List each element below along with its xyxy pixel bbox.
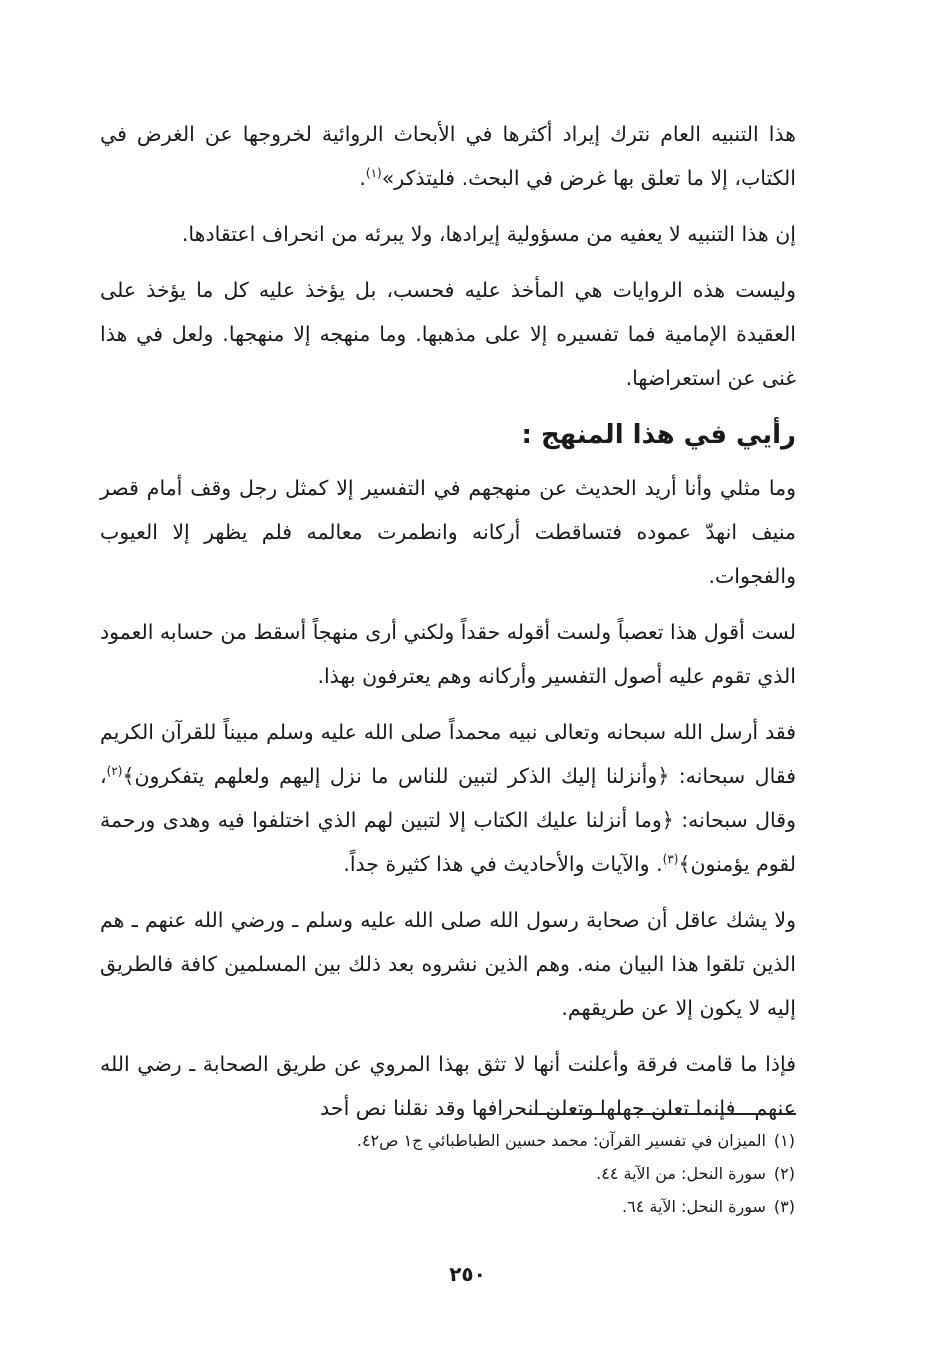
page-number: ٢٥٠ xyxy=(449,1262,486,1286)
section-heading: رأيي في هذا المنهج : xyxy=(521,420,796,450)
paragraph-6: فقد أرسل الله سبحانه وتعالى نبيه محمداً صلى الله عليه وسلم مبيناً للقرآن الكريم فقال سبحانه: ﴿وأنزلنا إليك الذكر لتبين للناس ما نزل إليهم ولعلهم يتفكرون﴾$^{(٢)}$، وقال سبحانه: ﴿وما أنزلنا عليك الكتاب إلا لتبين لهم الذي اختلفوا فيه وهدى ورحمة لقوم يؤمنون﴾$^{(٣)}$. والآيات والأحاديث في هذا كثيرة جداً. xyxy=(100,720,796,876)
paragraph-4: وما مثلي وأنا أريد الحديث عن منهجهم في التفسير إلا كمثل رجل وقف أمام قصر منيف انهدّ عموده فتساقطت أركانه وانطمرت معالمه فلم يظهر إلا العيوب والفجوات. xyxy=(100,476,796,588)
paragraph-2: إن هذا التنبيه لا يعفيه من مسؤولية إيرادها، ولا يبرئه من انحراف اعتقادها. xyxy=(181,222,796,246)
paragraph-3: وليست هذه الروايات هي المأخذ عليه فحسب، بل يؤخذ عليه كل ما يؤخذ على العقيدة الإمامية فما تفسيره إلا على مذهبها. وما منهجه إلا منهجها. ولعل في هذا غنى عن استعراضها. xyxy=(100,278,796,390)
paragraph-8: فإذا ما قامت فرقة وأعلنت أنها لا تثق بهذا المروي عن طريق الصحابة ـ رضي الله عنهم ـ فإنما تعلن جهلها وتعلن انحرافها وقد نقلنا نص أحد xyxy=(100,1052,796,1120)
footnote-divider xyxy=(528,1113,796,1115)
footnote-ref-1: (١) xyxy=(365,166,382,181)
footnotes xyxy=(235,1124,795,1223)
footnote-2: (٢)سورة النحل: من الآية ٤٤. xyxy=(596,1164,795,1183)
footnote-3: (٣)سورة النحل: الآية ٦٤. xyxy=(622,1197,795,1216)
paragraph-1: هذا التنبيه العام نترك إيراد أكثرها في الأبحاث الروائية لخروجها عن الغرض في الكتاب، إلا ما تعلق بها غرض في البحث. فليتذكر»$^{(١)}$. xyxy=(100,122,796,190)
footnote-1: (١)الميزان في تفسير القرآن: محمد حسين الطباطبائي ج١ ص٤٢. xyxy=(356,1131,795,1150)
footnote-ref-3: (٣) xyxy=(662,852,679,867)
footnote-ref-2: (٢) xyxy=(106,764,123,779)
paragraph-5: لست أقول هذا تعصباً ولست أقوله حقداً ولكني أرى منهجاً أسقط من حسابه العمود الذي تقوم عليه أصول التفسير وأركانه وهم يعترفون بهذا. xyxy=(100,620,796,688)
page-body xyxy=(100,112,796,1142)
paragraph-7: ولا يشك عاقل أن صحابة رسول الله صلى الله عليه وسلم ـ ورضي الله عنهم ـ هم الذين تلقوا هذا البيان منه. وهم الذين نشروه بعد ذلك بين المسلمين كافة فالطريق إليه لا يكون إلا عن طريقهم. xyxy=(100,908,796,1020)
